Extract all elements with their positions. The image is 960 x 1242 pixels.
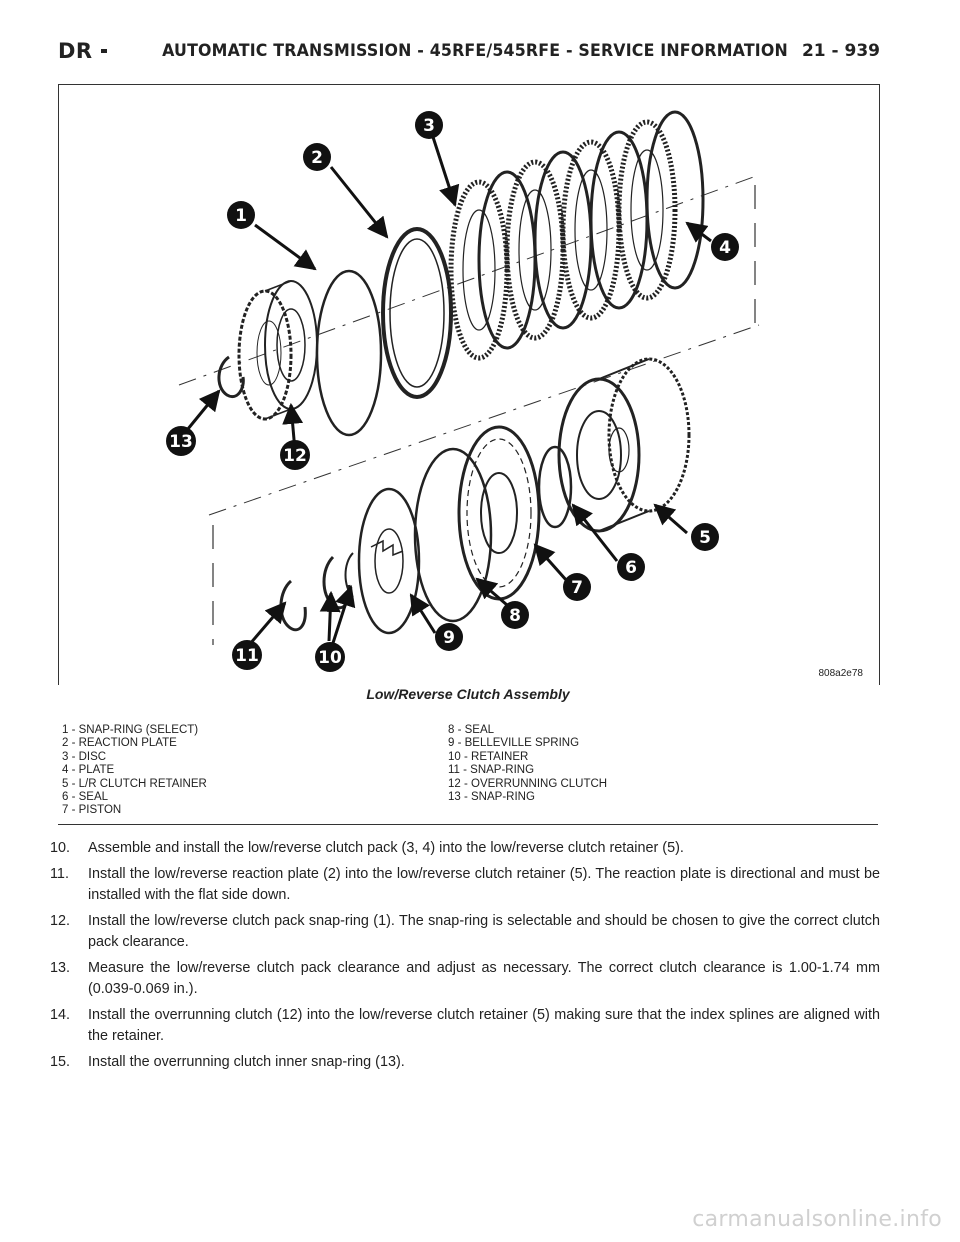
header-rule <box>101 49 107 53</box>
step-text: Install the low/reverse clutch pack snap-ring (1). The snap-ring is selectable and should be chosen to give the correct clutch pack clearance. <box>88 913 880 950</box>
step-item <box>50 864 880 906</box>
legend-item: 10 - RETAINER <box>448 750 529 763</box>
svg-text:12: 12 <box>283 446 307 466</box>
svg-text:3: 3 <box>423 116 435 136</box>
legend-item: 7 - PISTON <box>62 804 122 817</box>
legend-item: 6 - SEAL <box>62 791 109 804</box>
callout-3 <box>415 111 443 139</box>
svg-text:1: 1 <box>235 206 247 226</box>
step-text: Measure the low/reverse clutch pack clearance and adjust as necessary. The correct clutch clearance is 1.00-1.74 mm (0.039-0.069 in.). <box>88 960 880 997</box>
callout-13 <box>166 426 196 456</box>
legend-item: 11 - SNAP-RING <box>448 764 535 777</box>
step-item <box>50 1005 880 1047</box>
step-number: 13. <box>50 960 71 976</box>
svg-text:4: 4 <box>719 238 731 258</box>
legend-column-left <box>62 724 207 818</box>
legend-item: 3 - DISC <box>62 750 107 763</box>
procedure-steps <box>50 838 880 1078</box>
legend-item: 4 - PLATE <box>62 764 115 777</box>
svg-text:11: 11 <box>235 646 259 666</box>
legend-item: 8 - SEAL <box>448 724 495 736</box>
step-text: Assemble and install the low/reverse clutch pack (3, 4) into the low/reverse clutch retainer (5). <box>88 840 684 856</box>
step-text: Install the overrunning clutch inner snap-ring (13). <box>88 1054 405 1070</box>
callout-7 <box>563 573 591 601</box>
belleville-spring <box>359 489 419 633</box>
callout-10 <box>315 642 345 672</box>
step-number: 14. <box>50 1007 71 1023</box>
figure-id: 808a2e78 <box>818 668 863 679</box>
legend-item: 9 - BELLEVILLE SPRING <box>448 737 580 750</box>
callout-9 <box>435 623 463 651</box>
figure-caption: Low/Reverse Clutch Assembly <box>366 686 570 702</box>
step-number: 12. <box>50 913 71 929</box>
piston-inner-seal <box>539 447 571 527</box>
step-item <box>50 838 880 859</box>
svg-text:10: 10 <box>318 648 342 668</box>
step-number: 11. <box>50 866 69 882</box>
svg-text:13: 13 <box>169 432 193 452</box>
callout-11 <box>232 640 262 670</box>
page-number: 21 - 939 <box>801 41 880 61</box>
callout-5 <box>691 523 719 551</box>
section-title: AUTOMATIC TRANSMISSION - 45RFE/545RFE - SERVICE INFORMATION <box>162 41 788 61</box>
callout-4 <box>711 233 739 261</box>
clutch-illustration <box>59 85 879 685</box>
svg-text:9: 9 <box>443 628 455 648</box>
select-snap-ring <box>317 271 381 435</box>
piston-outer-seal <box>415 449 491 621</box>
step-number: 10. <box>50 840 71 856</box>
piston <box>459 427 539 599</box>
callout-2 <box>303 143 331 171</box>
callout-12 <box>280 440 310 470</box>
legend-item: 13 - SNAP-RING <box>448 791 535 804</box>
step-number: 15. <box>50 1054 71 1070</box>
page-header <box>58 36 880 66</box>
svg-text:6: 6 <box>625 558 637 578</box>
callout-8 <box>501 601 529 629</box>
legend-column-right <box>448 724 607 804</box>
callout-6 <box>617 553 645 581</box>
overrunning-clutch <box>239 281 317 419</box>
svg-text:8: 8 <box>509 606 521 626</box>
svg-text:5: 5 <box>699 528 711 548</box>
svg-text:2: 2 <box>311 148 323 168</box>
callout-1 <box>227 201 255 229</box>
step-item <box>50 958 880 1000</box>
legend-item: 1 - SNAP-RING (SELECT) <box>62 724 199 736</box>
clutch-pack <box>451 112 703 358</box>
step-text: Install the overrunning clutch (12) into the low/reverse clutch retainer (5) making sure that the index splines are aligned with the retainer. <box>88 1007 880 1044</box>
svg-text:7: 7 <box>571 578 583 598</box>
legend-item: 2 - REACTION PLATE <box>62 737 177 750</box>
reaction-plate <box>383 229 451 397</box>
legend-item: 12 - OVERRUNNING CLUTCH <box>448 777 608 790</box>
step-text: Install the low/reverse reaction plate (2) into the low/reverse clutch retainer (5). The reaction plate is directional and must be installed with the flat side down. <box>88 866 880 903</box>
site-watermark: carmanualsonline.info <box>692 1207 942 1232</box>
lr-clutch-retainer <box>559 359 689 531</box>
manual-code: DR <box>58 39 93 63</box>
legend-item: 5 - L/R CLUTCH RETAINER <box>62 777 207 790</box>
step-item <box>50 1052 880 1073</box>
parts-legend <box>58 706 878 825</box>
exploded-diagram <box>58 84 880 685</box>
step-item <box>50 911 880 953</box>
